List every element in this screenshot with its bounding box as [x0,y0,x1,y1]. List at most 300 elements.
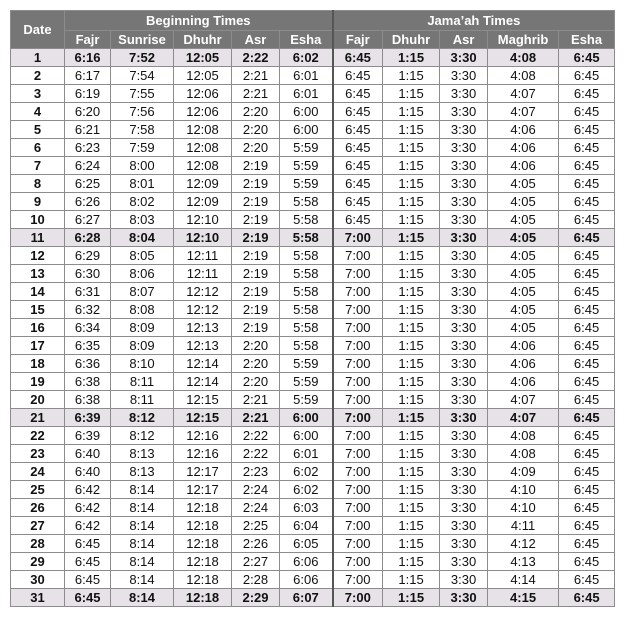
cell-jamaah-maghrib: 4:06 [488,373,559,391]
cell-jamaah-dhuhr: 1:15 [383,589,440,607]
cell-begin-fajr: 6:32 [65,301,111,319]
cell-jamaah-asr: 3:30 [440,121,488,139]
cell-jamaah-dhuhr: 1:15 [383,247,440,265]
cell-jamaah-fajr: 7:00 [333,247,383,265]
table-row [11,283,615,301]
table-row [11,463,615,481]
cell-jamaah-fajr: 7:00 [333,535,383,553]
cell-jamaah-esha: 6:45 [559,139,615,157]
cell-date: 1 [11,49,65,67]
cell-jamaah-esha: 6:45 [559,85,615,103]
cell-jamaah-dhuhr: 1:15 [383,427,440,445]
cell-jamaah-maghrib: 4:06 [488,139,559,157]
table-row [11,427,615,445]
cell-jamaah-fajr: 7:00 [333,409,383,427]
cell-begin-dhuhr: 12:16 [174,427,232,445]
cell-begin-esha: 6:01 [280,85,333,103]
cell-begin-sunrise: 7:56 [111,103,174,121]
table-row [11,391,615,409]
cell-date: 17 [11,337,65,355]
prayer-timetable [10,10,615,607]
cell-jamaah-fajr: 6:45 [333,103,383,121]
cell-date: 22 [11,427,65,445]
cell-begin-fajr: 6:40 [65,463,111,481]
cell-jamaah-asr: 3:30 [440,337,488,355]
cell-begin-sunrise: 7:58 [111,121,174,139]
header-begin-sunrise: Sunrise [111,31,174,49]
cell-date: 16 [11,319,65,337]
cell-jamaah-fajr: 6:45 [333,193,383,211]
cell-jamaah-esha: 6:45 [559,193,615,211]
header-jamaah-asr: Asr [440,31,488,49]
table-row [11,301,615,319]
cell-begin-fajr: 6:21 [65,121,111,139]
cell-date: 27 [11,517,65,535]
cell-jamaah-asr: 3:30 [440,157,488,175]
cell-begin-esha: 5:58 [280,301,333,319]
cell-begin-fajr: 6:42 [65,499,111,517]
cell-jamaah-fajr: 7:00 [333,427,383,445]
cell-begin-fajr: 6:28 [65,229,111,247]
cell-jamaah-asr: 3:30 [440,481,488,499]
cell-jamaah-maghrib: 4:05 [488,193,559,211]
cell-begin-dhuhr: 12:16 [174,445,232,463]
table-row [11,157,615,175]
table-row [11,337,615,355]
cell-jamaah-esha: 6:45 [559,229,615,247]
cell-jamaah-dhuhr: 1:15 [383,49,440,67]
cell-jamaah-esha: 6:45 [559,589,615,607]
cell-jamaah-dhuhr: 1:15 [383,229,440,247]
table-row [11,355,615,373]
cell-begin-asr: 2:23 [232,463,280,481]
cell-begin-sunrise: 8:09 [111,337,174,355]
cell-begin-esha: 6:00 [280,103,333,121]
cell-begin-esha: 6:00 [280,121,333,139]
cell-jamaah-fajr: 7:00 [333,355,383,373]
cell-begin-asr: 2:21 [232,391,280,409]
cell-jamaah-maghrib: 4:09 [488,463,559,481]
table-row [11,517,615,535]
cell-begin-sunrise: 8:00 [111,157,174,175]
cell-jamaah-dhuhr: 1:15 [383,571,440,589]
cell-begin-sunrise: 8:01 [111,175,174,193]
table-row [11,67,615,85]
cell-date: 5 [11,121,65,139]
cell-jamaah-fajr: 7:00 [333,499,383,517]
cell-jamaah-esha: 6:45 [559,571,615,589]
cell-date: 7 [11,157,65,175]
cell-jamaah-dhuhr: 1:15 [383,535,440,553]
cell-jamaah-fajr: 7:00 [333,517,383,535]
cell-jamaah-asr: 3:30 [440,463,488,481]
cell-begin-sunrise: 8:12 [111,427,174,445]
cell-begin-asr: 2:27 [232,553,280,571]
cell-date: 4 [11,103,65,121]
cell-begin-dhuhr: 12:13 [174,337,232,355]
cell-begin-esha: 6:00 [280,427,333,445]
cell-jamaah-asr: 3:30 [440,391,488,409]
cell-begin-fajr: 6:40 [65,445,111,463]
cell-begin-asr: 2:19 [232,319,280,337]
cell-begin-asr: 2:19 [232,301,280,319]
cell-begin-esha: 6:05 [280,535,333,553]
cell-begin-fajr: 6:45 [65,589,111,607]
cell-begin-dhuhr: 12:06 [174,103,232,121]
cell-jamaah-esha: 6:45 [559,427,615,445]
cell-begin-sunrise: 8:14 [111,481,174,499]
cell-jamaah-maghrib: 4:05 [488,301,559,319]
cell-jamaah-asr: 3:30 [440,445,488,463]
table-row [11,193,615,211]
cell-jamaah-fajr: 7:00 [333,553,383,571]
cell-date: 9 [11,193,65,211]
cell-jamaah-esha: 6:45 [559,301,615,319]
cell-date: 31 [11,589,65,607]
cell-begin-esha: 5:58 [280,319,333,337]
cell-jamaah-dhuhr: 1:15 [383,265,440,283]
cell-begin-dhuhr: 12:06 [174,85,232,103]
cell-jamaah-asr: 3:30 [440,283,488,301]
cell-jamaah-asr: 3:30 [440,571,488,589]
table-header [11,11,615,49]
cell-jamaah-asr: 3:30 [440,265,488,283]
cell-begin-asr: 2:21 [232,85,280,103]
cell-jamaah-maghrib: 4:06 [488,337,559,355]
cell-jamaah-asr: 3:30 [440,193,488,211]
header-jamaah-times: Jama’ah Times [333,11,615,31]
cell-jamaah-asr: 3:30 [440,103,488,121]
cell-begin-esha: 5:58 [280,283,333,301]
cell-jamaah-maghrib: 4:05 [488,265,559,283]
cell-begin-sunrise: 8:04 [111,229,174,247]
cell-jamaah-dhuhr: 1:15 [383,391,440,409]
cell-jamaah-dhuhr: 1:15 [383,103,440,121]
cell-jamaah-dhuhr: 1:15 [383,337,440,355]
cell-jamaah-esha: 6:45 [559,445,615,463]
table-row [11,85,615,103]
cell-jamaah-esha: 6:45 [559,535,615,553]
table-row [11,445,615,463]
cell-date: 30 [11,571,65,589]
cell-begin-sunrise: 7:54 [111,67,174,85]
cell-date: 19 [11,373,65,391]
cell-jamaah-dhuhr: 1:15 [383,445,440,463]
cell-jamaah-fajr: 7:00 [333,265,383,283]
cell-jamaah-dhuhr: 1:15 [383,319,440,337]
cell-date: 20 [11,391,65,409]
cell-begin-fajr: 6:26 [65,193,111,211]
cell-begin-fajr: 6:23 [65,139,111,157]
cell-begin-esha: 6:07 [280,589,333,607]
cell-begin-sunrise: 8:11 [111,373,174,391]
cell-begin-esha: 5:59 [280,391,333,409]
cell-begin-asr: 2:24 [232,499,280,517]
cell-begin-asr: 2:19 [232,229,280,247]
cell-begin-esha: 5:59 [280,373,333,391]
cell-jamaah-maghrib: 4:10 [488,481,559,499]
prayer-timetable-container [10,10,615,607]
cell-begin-esha: 5:58 [280,265,333,283]
table-row [11,571,615,589]
cell-begin-fajr: 6:38 [65,391,111,409]
cell-jamaah-esha: 6:45 [559,409,615,427]
cell-begin-sunrise: 8:09 [111,319,174,337]
cell-begin-fajr: 6:17 [65,67,111,85]
cell-begin-sunrise: 8:14 [111,571,174,589]
cell-jamaah-maghrib: 4:06 [488,121,559,139]
cell-jamaah-esha: 6:45 [559,319,615,337]
cell-begin-dhuhr: 12:17 [174,463,232,481]
cell-begin-fajr: 6:34 [65,319,111,337]
cell-begin-fajr: 6:45 [65,571,111,589]
table-row [11,229,615,247]
cell-begin-fajr: 6:30 [65,265,111,283]
cell-jamaah-maghrib: 4:12 [488,535,559,553]
cell-begin-sunrise: 8:14 [111,535,174,553]
cell-begin-dhuhr: 12:17 [174,481,232,499]
table-row [11,247,615,265]
cell-date: 10 [11,211,65,229]
cell-begin-asr: 2:22 [232,445,280,463]
cell-begin-esha: 6:02 [280,463,333,481]
cell-jamaah-fajr: 7:00 [333,373,383,391]
cell-begin-esha: 6:06 [280,571,333,589]
cell-jamaah-esha: 6:45 [559,391,615,409]
header-begin-fajr: Fajr [65,31,111,49]
cell-jamaah-maghrib: 4:11 [488,517,559,535]
cell-begin-dhuhr: 12:05 [174,67,232,85]
table-row [11,265,615,283]
cell-begin-asr: 2:20 [232,337,280,355]
cell-jamaah-asr: 3:30 [440,229,488,247]
cell-begin-sunrise: 8:12 [111,409,174,427]
cell-jamaah-esha: 6:45 [559,49,615,67]
cell-begin-sunrise: 8:05 [111,247,174,265]
cell-jamaah-fajr: 7:00 [333,229,383,247]
cell-begin-dhuhr: 12:08 [174,157,232,175]
cell-jamaah-esha: 6:45 [559,211,615,229]
cell-jamaah-esha: 6:45 [559,553,615,571]
cell-jamaah-dhuhr: 1:15 [383,373,440,391]
cell-begin-fajr: 6:27 [65,211,111,229]
cell-begin-dhuhr: 12:15 [174,391,232,409]
cell-begin-esha: 5:58 [280,211,333,229]
cell-date: 12 [11,247,65,265]
cell-jamaah-asr: 3:30 [440,175,488,193]
cell-jamaah-esha: 6:45 [559,355,615,373]
cell-jamaah-fajr: 7:00 [333,571,383,589]
cell-begin-asr: 2:21 [232,409,280,427]
cell-jamaah-asr: 3:30 [440,535,488,553]
cell-begin-esha: 5:59 [280,157,333,175]
cell-jamaah-fajr: 6:45 [333,67,383,85]
cell-begin-esha: 5:58 [280,193,333,211]
cell-date: 29 [11,553,65,571]
cell-begin-sunrise: 8:14 [111,553,174,571]
cell-begin-asr: 2:24 [232,481,280,499]
cell-begin-asr: 2:19 [232,175,280,193]
cell-begin-fajr: 6:31 [65,283,111,301]
cell-jamaah-fajr: 7:00 [333,319,383,337]
cell-begin-dhuhr: 12:09 [174,175,232,193]
cell-begin-asr: 2:29 [232,589,280,607]
cell-begin-fajr: 6:38 [65,373,111,391]
cell-begin-asr: 2:19 [232,211,280,229]
cell-begin-fajr: 6:45 [65,535,111,553]
cell-begin-esha: 6:04 [280,517,333,535]
cell-jamaah-maghrib: 4:08 [488,427,559,445]
cell-begin-esha: 5:59 [280,175,333,193]
cell-begin-fajr: 6:20 [65,103,111,121]
cell-begin-fajr: 6:16 [65,49,111,67]
table-row [11,175,615,193]
cell-jamaah-esha: 6:45 [559,67,615,85]
cell-jamaah-fajr: 6:45 [333,85,383,103]
cell-jamaah-fajr: 7:00 [333,463,383,481]
header-jamaah-maghrib: Maghrib [488,31,559,49]
cell-jamaah-dhuhr: 1:15 [383,157,440,175]
cell-begin-dhuhr: 12:18 [174,499,232,517]
cell-date: 3 [11,85,65,103]
cell-begin-dhuhr: 12:11 [174,265,232,283]
cell-begin-sunrise: 8:13 [111,463,174,481]
cell-jamaah-maghrib: 4:07 [488,85,559,103]
cell-begin-dhuhr: 12:18 [174,535,232,553]
cell-jamaah-asr: 3:30 [440,373,488,391]
cell-begin-asr: 2:19 [232,247,280,265]
cell-jamaah-asr: 3:30 [440,427,488,445]
cell-jamaah-maghrib: 4:07 [488,409,559,427]
cell-begin-esha: 6:01 [280,445,333,463]
cell-begin-dhuhr: 12:12 [174,301,232,319]
header-jamaah-fajr: Fajr [333,31,383,49]
cell-jamaah-fajr: 6:45 [333,121,383,139]
header-beginning-times: Beginning Times [65,11,333,31]
cell-date: 11 [11,229,65,247]
cell-begin-sunrise: 8:07 [111,283,174,301]
cell-jamaah-dhuhr: 1:15 [383,355,440,373]
cell-date: 24 [11,463,65,481]
cell-begin-sunrise: 8:03 [111,211,174,229]
cell-jamaah-fajr: 7:00 [333,589,383,607]
cell-begin-esha: 5:58 [280,247,333,265]
cell-begin-esha: 6:06 [280,553,333,571]
cell-jamaah-asr: 3:30 [440,211,488,229]
cell-jamaah-asr: 3:30 [440,301,488,319]
cell-jamaah-esha: 6:45 [559,265,615,283]
cell-jamaah-esha: 6:45 [559,337,615,355]
cell-jamaah-asr: 3:30 [440,499,488,517]
cell-begin-fajr: 6:45 [65,553,111,571]
cell-begin-sunrise: 8:11 [111,391,174,409]
cell-begin-fajr: 6:42 [65,517,111,535]
cell-jamaah-maghrib: 4:08 [488,445,559,463]
cell-jamaah-dhuhr: 1:15 [383,193,440,211]
cell-begin-fajr: 6:29 [65,247,111,265]
cell-begin-fajr: 6:36 [65,355,111,373]
cell-jamaah-dhuhr: 1:15 [383,463,440,481]
cell-jamaah-esha: 6:45 [559,283,615,301]
cell-begin-esha: 6:03 [280,499,333,517]
cell-jamaah-fajr: 6:45 [333,157,383,175]
cell-jamaah-dhuhr: 1:15 [383,283,440,301]
cell-jamaah-dhuhr: 1:15 [383,85,440,103]
table-row [11,535,615,553]
cell-jamaah-maghrib: 4:10 [488,499,559,517]
cell-jamaah-fajr: 7:00 [333,391,383,409]
cell-jamaah-maghrib: 4:05 [488,229,559,247]
cell-date: 14 [11,283,65,301]
cell-date: 2 [11,67,65,85]
cell-jamaah-esha: 6:45 [559,481,615,499]
table-row [11,499,615,517]
cell-begin-dhuhr: 12:18 [174,589,232,607]
cell-begin-dhuhr: 12:18 [174,571,232,589]
cell-begin-dhuhr: 12:14 [174,355,232,373]
cell-jamaah-dhuhr: 1:15 [383,139,440,157]
cell-jamaah-maghrib: 4:06 [488,157,559,175]
cell-jamaah-maghrib: 4:15 [488,589,559,607]
cell-jamaah-dhuhr: 1:15 [383,121,440,139]
cell-date: 18 [11,355,65,373]
cell-jamaah-dhuhr: 1:15 [383,517,440,535]
cell-date: 21 [11,409,65,427]
cell-begin-fajr: 6:25 [65,175,111,193]
table-body [11,49,615,607]
cell-jamaah-maghrib: 4:05 [488,247,559,265]
cell-begin-dhuhr: 12:08 [174,139,232,157]
cell-begin-asr: 2:20 [232,139,280,157]
cell-jamaah-maghrib: 4:14 [488,571,559,589]
cell-begin-sunrise: 8:14 [111,517,174,535]
cell-begin-dhuhr: 12:09 [174,193,232,211]
cell-jamaah-fajr: 7:00 [333,445,383,463]
header-begin-esha: Esha [280,31,333,49]
cell-jamaah-dhuhr: 1:15 [383,175,440,193]
cell-begin-asr: 2:19 [232,265,280,283]
cell-jamaah-esha: 6:45 [559,103,615,121]
table-row [11,481,615,499]
cell-jamaah-fajr: 6:45 [333,139,383,157]
cell-jamaah-esha: 6:45 [559,175,615,193]
cell-begin-asr: 2:19 [232,283,280,301]
cell-jamaah-asr: 3:30 [440,553,488,571]
cell-begin-asr: 2:22 [232,49,280,67]
cell-date: 26 [11,499,65,517]
cell-begin-dhuhr: 12:10 [174,229,232,247]
header-begin-asr: Asr [232,31,280,49]
cell-begin-sunrise: 8:02 [111,193,174,211]
cell-jamaah-fajr: 6:45 [333,211,383,229]
cell-jamaah-fajr: 7:00 [333,301,383,319]
table-row [11,49,615,67]
cell-begin-esha: 5:59 [280,139,333,157]
cell-begin-sunrise: 8:14 [111,589,174,607]
cell-begin-asr: 2:20 [232,355,280,373]
cell-date: 23 [11,445,65,463]
table-row [11,139,615,157]
cell-begin-asr: 2:25 [232,517,280,535]
cell-jamaah-fajr: 7:00 [333,337,383,355]
cell-begin-sunrise: 8:10 [111,355,174,373]
cell-begin-fajr: 6:35 [65,337,111,355]
cell-begin-dhuhr: 12:05 [174,49,232,67]
cell-jamaah-maghrib: 4:06 [488,355,559,373]
cell-jamaah-maghrib: 4:13 [488,553,559,571]
cell-jamaah-esha: 6:45 [559,373,615,391]
cell-begin-dhuhr: 12:13 [174,319,232,337]
